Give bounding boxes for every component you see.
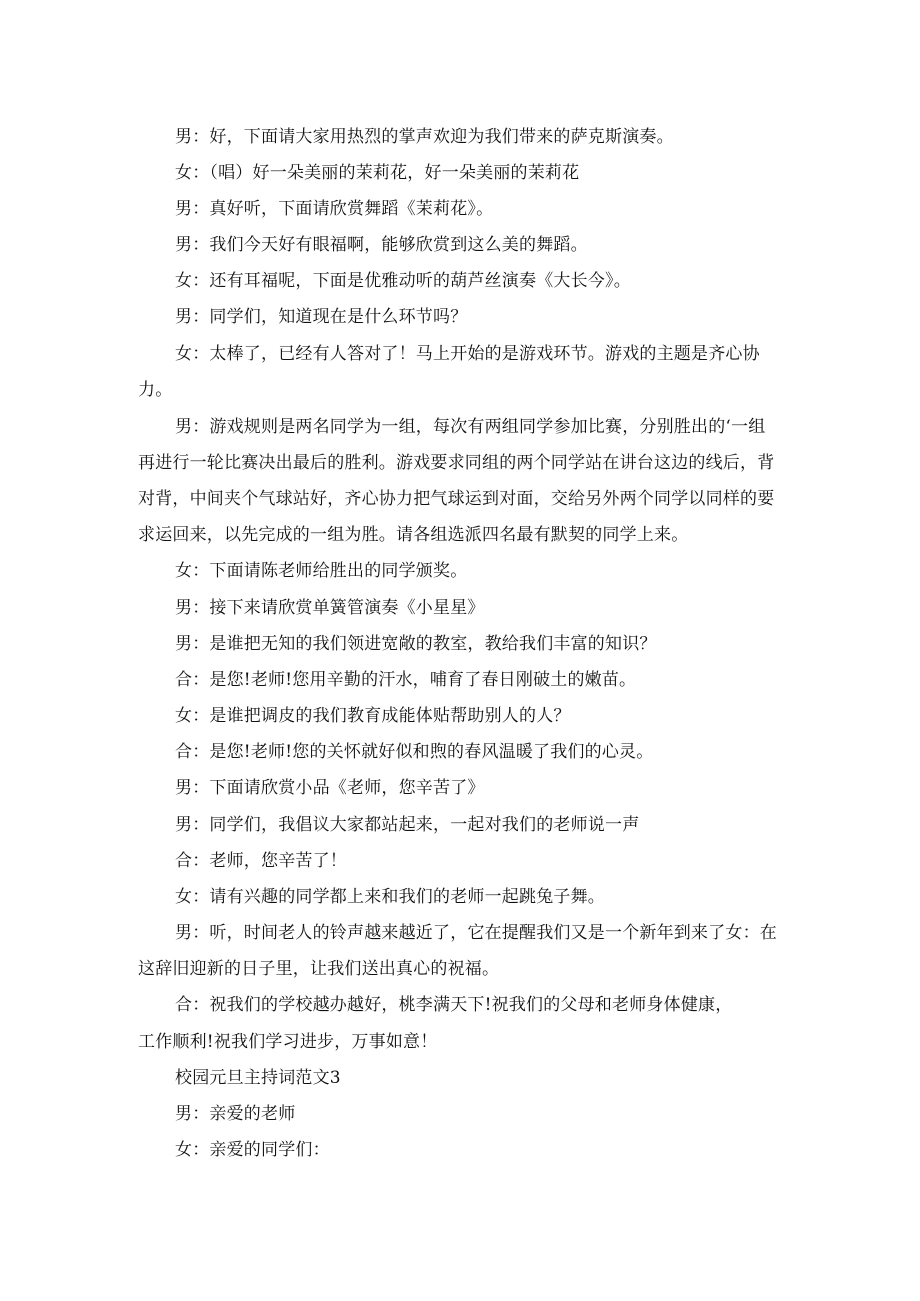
text-line: 男：听，时间老人的铃声越来越近了，它在提醒我们又是一个新年到来了女：在 — [175, 923, 777, 943]
text-line: 女：还有耳福呢，下面是优雅动听的葫芦丝演奏《大长今》。 — [175, 271, 631, 291]
text-line: 力。 — [138, 380, 173, 400]
text-line: 合：是您!老师!您用辛勤的汗水，哺育了春日刚破土的嫩苗。 — [175, 670, 637, 690]
text-line: 女：太棒了，已经有人答对了！马上开始的是游戏环节。游戏的主题是齐心协 — [175, 344, 760, 364]
text-line: 男：我们今天好有眼福啊，能够欣赏到这么美的舞蹈。 — [175, 235, 588, 255]
text-line: 合：祝我们的学校越办越好，桃李满天下!祝我们的父母和老师身体健康， — [175, 995, 733, 1015]
text-line: 男：亲爱的老师 — [175, 1104, 296, 1124]
text-line: 这辞旧迎新的日子里，让我们送出真心的祝福。 — [138, 959, 500, 979]
text-line: 合：是您!老师!您的关怀就好似和煦的春风温暖了我们的心灵。 — [175, 742, 654, 762]
text-line: 女：亲爱的同学们： — [175, 1140, 330, 1160]
text-line: 男：同学们，知道现在是什么环节吗？ — [175, 307, 468, 327]
text-line: 对背，中间夹个气球站好，齐心协力把气球运到对面，交给另外两个同学以同样的要 — [138, 489, 775, 509]
text-line: 女：（唱）好一朵美丽的茉莉花，好一朵美丽的茉莉花 — [175, 163, 580, 183]
section-heading: 校园元旦主持词范文3 — [175, 1068, 341, 1088]
text-line: 女：是谁把调皮的我们教育成能体贴帮助别人的人？ — [175, 706, 571, 726]
text-line: 男：游戏规则是两名同学为一组，每次有两组同学参加比赛，分别胜出的‘一组 — [175, 417, 766, 437]
text-line: 女：请有兴趣的同学都上来和我们的老师一起跳兔子舞。 — [175, 887, 605, 907]
text-line: 合：老师，您辛苦了！ — [175, 851, 347, 871]
text-line: 求运回来，以先完成的一组为胜。请各组选派四名最有默契的同学上来。 — [138, 525, 689, 545]
text-line: 男：下面请欣赏小品《老师，您辛苦了》 — [175, 778, 485, 798]
text-line: 再进行一轮比赛决出最后的胜利。游戏要求同组的两个同学站在讲台这边的线后，背 — [138, 453, 775, 473]
text-line: 男：好，下面请大家用热烈的掌声欢迎为我们带来的萨克斯演奏。 — [175, 127, 674, 147]
text-line: 女：下面请陈老师给胜出的同学颁奖。 — [175, 561, 468, 581]
text-line: 男：同学们，我倡议大家都站起来，一起对我们的老师说一声 — [175, 815, 640, 835]
text-line: 男：是谁把无知的我们领进宽敞的教室，教给我们丰富的知识？ — [175, 634, 657, 654]
text-line: 男：真好听，下面请欣赏舞蹈《茉莉花》。 — [175, 199, 494, 219]
text-line: 男：接下来请欣赏单簧管演奏《小星星》 — [175, 598, 485, 618]
text-line: 工作顺利!祝我们学习进步，万事如意！ — [138, 1032, 438, 1052]
